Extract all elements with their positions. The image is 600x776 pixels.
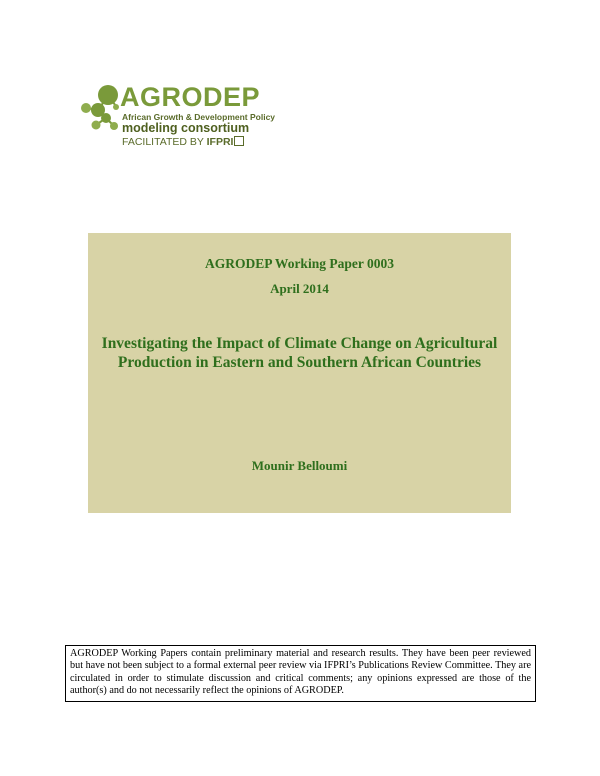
author-name: Mounir Belloumi [251, 458, 348, 473]
molecule-icon [78, 80, 126, 136]
logo-subtitle: modeling consortium [122, 121, 250, 135]
title-panel [88, 233, 511, 513]
working-paper-number: AGRODEP Working Paper 0003 [205, 256, 394, 271]
paper-title-line-1: Investigating the Impact of Climate Change on Agricultural [101, 335, 498, 352]
agrodep-logo [78, 80, 278, 150]
logo-tagline: African Growth & Development Policy [122, 112, 276, 122]
disclaimer-box: AGRODEP Working Papers contain preliminary material and research results. They have been peer reviewed but have not been subject to a formal external peer review via IFPRI’s Publications Review Committee. They are circulated in order to stimulate discussion and critical comments; any opinions expressed are those of the author(s) and do not necessarily reflect the opinions of AGRODEP. [65, 645, 536, 702]
facilitated-prefix: FACILITATED BY [122, 136, 204, 148]
logo-wordmark: AGRODEP [120, 82, 261, 112]
ifpri-mark-icon [234, 136, 244, 146]
facilitated-org: IFPRI [206, 136, 234, 148]
paper-title [88, 334, 511, 372]
publication-date: April 2014 [270, 281, 329, 296]
paper-title-line-2: Production in Eastern and Southern African Countries [117, 354, 482, 371]
logo-facilitated-by [122, 136, 244, 148]
